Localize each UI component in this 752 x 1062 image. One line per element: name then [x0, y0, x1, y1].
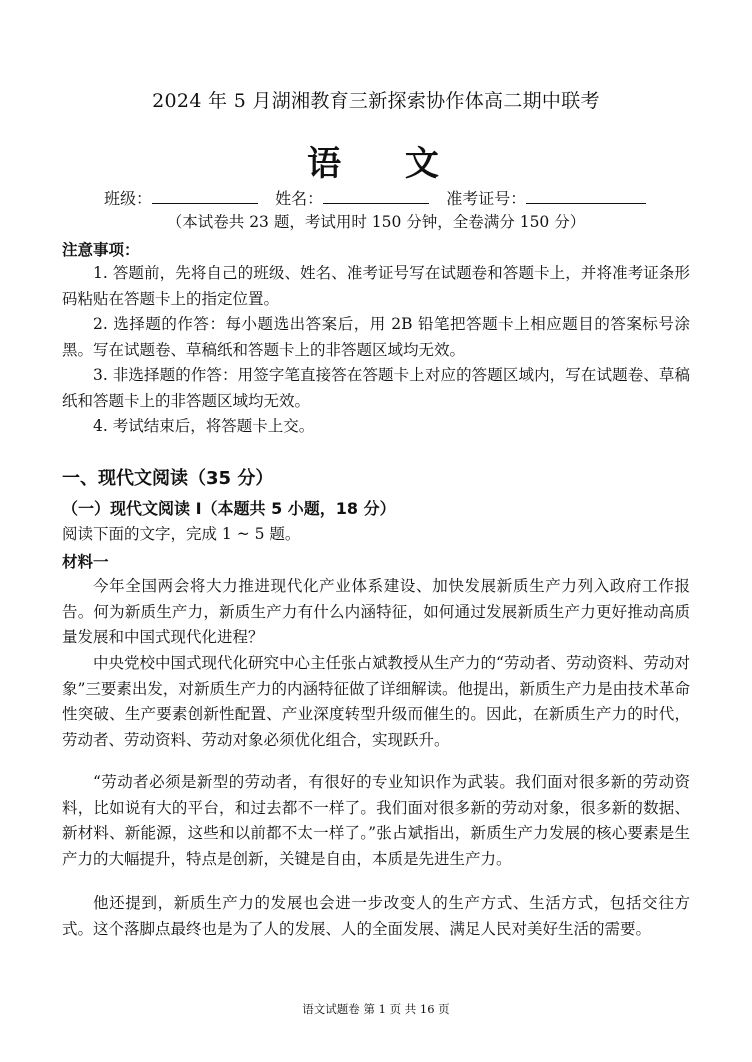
name-label: 姓名：	[275, 189, 324, 208]
notice-title: 注意事项：	[62, 241, 140, 259]
class-blank[interactable]	[152, 189, 258, 204]
exam-no-label: 准考证号：	[446, 189, 527, 208]
section-subtitle: （一）现代文阅读 I（本题共 5 小题，18 分）	[62, 499, 396, 518]
class-label: 班级：	[104, 189, 153, 208]
material-paragraph-3: “劳动者必须是新型的劳动者，有很好的专业知识作为武装。我们面对很多新的劳动资料，比如说有大的平台，和过去都不一样了。我们面对很多新的劳动对象，很多新的数据、新材料、新能源，这些和以前都不太一样了。”张占斌指出，新质生产力发展的核心要素是生产力的大幅提升，特点是创新，关键是自由，本质是先进生产力。	[62, 773, 690, 868]
exam-note: （本试卷共 23 题，考试用时 150 分钟，全卷满分 150 分）	[166, 213, 586, 231]
reading-instruction: 阅读下面的文字，完成 1 ~ 5 题。	[62, 525, 301, 543]
subject-title: 语 文	[307, 144, 465, 184]
name-blank[interactable]	[323, 189, 429, 204]
notice-item-4: 4. 考试结束后，将答题卡上交。	[93, 417, 315, 435]
exam-no-blank[interactable]	[526, 189, 646, 204]
notice-item-3: 3. 非选择题的作答：用签字笔直接答在答题卡上对应的答题区域内，写在试题卷、草稿纸和答题卡上的非答题区域均无效。	[62, 366, 690, 410]
material-paragraph-2: 中央党校中国式现代化研究中心主任张占斌教授从生产力的“劳动者、劳动资料、劳动对象”三要素出发，对新质生产力的内涵特征做了详细解读。他提出，新质生产力是由技术革命性突破、生产要素创新性配置、产业深度转型升级而催生的。因此，在新质生产力的时代，劳动者、劳动资料、劳动对象必须优化组合，实现跃升。	[62, 654, 690, 749]
exam-title: 2024 年 5 月湖湘教育三新探索协作体高二期中联考	[152, 90, 600, 112]
material-paragraph-1: 今年全国两会将大力推进现代化产业体系建设、加快发展新质生产力列入政府工作报告。何为新质生产力，新质生产力有什么内涵特征，如何通过发展新质生产力更好推动高质量发展和中国式现代化进程？	[62, 577, 690, 646]
material-paragraph-4: 他还提到，新质生产力的发展也会进一步改变人的生产方式、生活方式，包括交往方式。这个落脚点最终也是为了人的发展、人的全面发展、满足人民对美好生活的需要。	[62, 894, 690, 938]
notice-item-2: 2. 选择题的作答：每小题选出答案后，用 2B 铅笔把答题卡上相应题目的答案标号涂黑。写在试题卷、草稿纸和答题卡上的非答题区域均无效。	[62, 315, 690, 359]
notice-item-1: 1. 答题前，先将自己的班级、姓名、准考证号写在试题卷和答题卡上，并将准考证条形码粘贴在答题卡上的指定位置。	[62, 264, 690, 308]
student-info-row	[104, 186, 646, 209]
page-footer: 语文试题卷 第 1 页 共 16 页	[302, 1002, 450, 1016]
section-title: 一、现代文阅读（35 分）	[62, 468, 274, 489]
material-label: 材料一	[62, 553, 109, 571]
